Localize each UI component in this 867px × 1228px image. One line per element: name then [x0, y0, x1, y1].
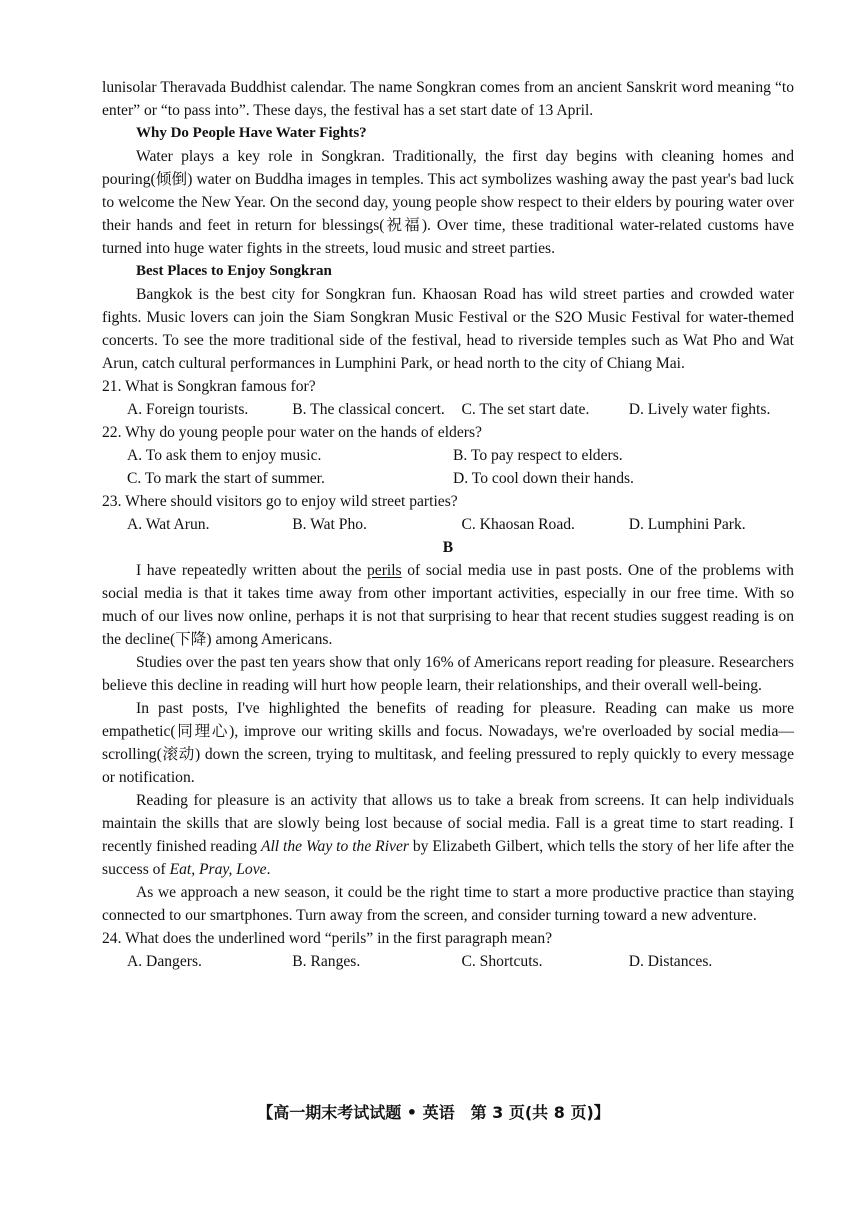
b-paragraph-3: In past posts, I've highlighted the benefits of reading for pleasure. Reading can make us more empathetic(同理心), improve our writing skills and focus. Nowadays, we're overloaded by social media—scrolling(滚动) down the screen, trying to multitask, and feeling pressured to reply quickly to every message or notification.: [102, 700, 794, 786]
option-b: B. To pay respect to elders.: [453, 447, 623, 464]
option-b: B. The classical concert.: [292, 401, 445, 418]
book-title-river: All the Way to the River: [260, 838, 409, 855]
option-c: C. Shortcuts.: [461, 953, 543, 970]
passage-a-continued: [102, 76, 794, 973]
text-run: of social media use in past posts. One of the problems with social media is that it takes time away from other important activities, especially in our free time. With so much of our lives now online, perhaps it is not that surprising to hear that recent studies suggest reading is on the decline(下降) among Americans.: [102, 562, 794, 648]
option-a: A. Dangers.: [127, 953, 202, 970]
question-text: 24. What does the underlined word “perils” in the first paragraph mean?: [102, 930, 553, 947]
section-b-label: B: [442, 539, 454, 556]
water-paragraph: Water plays a key role in Songkran. Traditionally, the first day begins with cleaning homes and pouring(倾倒) water on Buddha images in temples. This act symbolizes washing away the past year's bad luck to welcome the New Year. On the second day, young people show respect to their elders by pouring water over their hands and feet in return for blessings(祝福). Over time, these traditional water-related customs have turned into huge water fights in the streets, loud music and street parties.: [102, 148, 794, 257]
b-paragraph-5: As we approach a new season, it could be the right time to start a more productive practice than staying connected to our smartphones. Turn away from the screen, and consider turning toward a new adventure.: [102, 884, 794, 924]
question-text: 23. Where should visitors go to enjoy wild street parties?: [102, 493, 458, 510]
b-paragraph-2: Studies over the past ten years show that only 16% of Americans report reading for pleasure. Researchers believe this decline in reading will hurt how people learn, their relationships, and their overall well-being.: [102, 654, 794, 694]
option-c: C. To mark the start of summer.: [127, 470, 325, 487]
book-title-eat-pray-love: Eat, Pray, Love: [169, 861, 267, 878]
options: [102, 513, 794, 536]
option-d: D. To cool down their hands.: [453, 470, 634, 487]
intro-paragraph: lunisolar Theravada Buddhist calendar. The name Songkran comes from an ancient Sanskrit word meaning “to enter” or “to pass into”. These days, the festival has a set start date of 13 April.: [102, 79, 794, 119]
text-run: Reading for pleasure is an activity that allows us to take a break from screens. It can help individuals maintain the skills that are slowly being lost because of social media. Fall is a great time to start reading. I recently finished reading: [102, 792, 794, 855]
underlined-word-perils: perils: [366, 562, 402, 579]
option-d: D. Lively water fights.: [628, 401, 771, 418]
option-c: C. Khaosan Road.: [461, 516, 575, 533]
option-b: B. Wat Pho.: [292, 516, 367, 533]
question-21: [102, 375, 794, 421]
question-22: [102, 421, 794, 490]
question-23: [102, 490, 794, 536]
page-footer: 【高一期末考试试题 • 英语 第 3 页(共 8 页)】: [257, 1103, 610, 1122]
text-run: by Elizabeth Gilbert, which tells the story of her life after the success of: [102, 838, 794, 878]
question-text: 21. What is Songkran famous for?: [102, 378, 316, 395]
option-a: A. Foreign tourists.: [127, 401, 249, 418]
text-run: .: [266, 861, 271, 878]
options: [102, 398, 794, 421]
option-a: A. Wat Arun.: [127, 516, 210, 533]
heading-best-places: Best Places to Enjoy Songkran: [136, 263, 332, 279]
b-paragraph-1: [102, 559, 794, 651]
option-c: C. The set start date.: [461, 401, 590, 418]
options-row-1: [102, 444, 794, 467]
options: [102, 950, 794, 973]
option-d: D. Distances.: [628, 953, 713, 970]
question-24: [102, 927, 794, 973]
question-text: 22. Why do young people pour water on the hands of elders?: [102, 424, 482, 441]
option-a: A. To ask them to enjoy music.: [127, 447, 322, 464]
places-paragraph: Bangkok is the best city for Songkran fun. Khaosan Road has wild street parties and crowded water fights. Music lovers can join the Siam Songkran Music Festival or the S2O Music Festival for water-themed concerts. To see the more traditional side of the festival, head to riverside temples such as Wat Pho and Wat Arun, catch cultural performances in Lumphini Park, or head north to the city of Chiang Mai.: [102, 286, 794, 372]
text-run: I have repeatedly written about the: [136, 562, 367, 579]
b-paragraph-4: [102, 789, 794, 881]
options-row-2: [102, 467, 794, 490]
option-d: D. Lumphini Park.: [628, 516, 746, 533]
heading-water-fights: Why Do People Have Water Fights?: [136, 125, 367, 141]
option-b: B. Ranges.: [292, 953, 361, 970]
